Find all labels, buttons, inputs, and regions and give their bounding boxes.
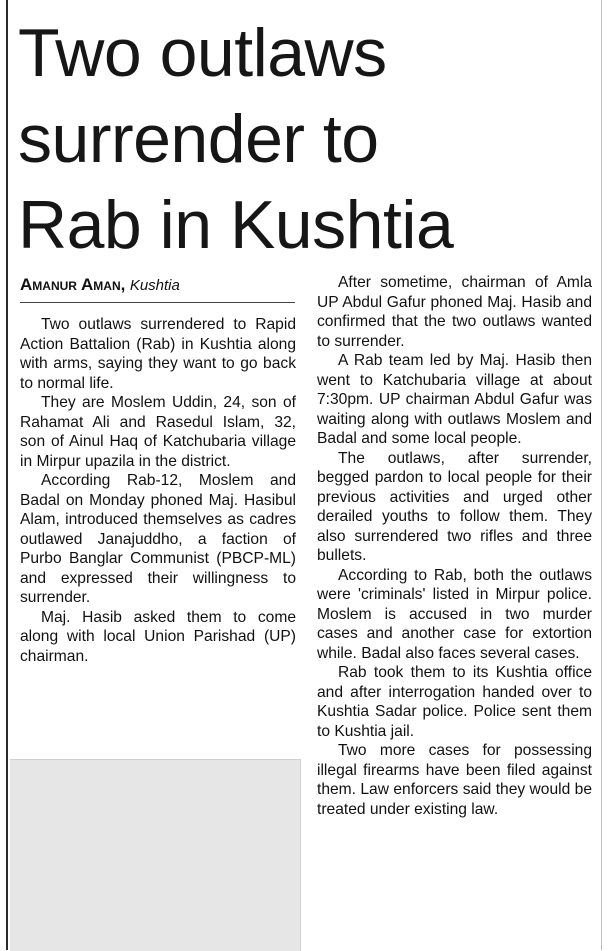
article-paragraph: A Rab team led by Maj. Hasib then went to Katchubaria village at about 7:30pm. UP chairman Abdul Gafur was waiting along with outlaws Moslem and Badal and some local people. bbox=[317, 352, 592, 447]
article-column-left bbox=[20, 315, 296, 666]
headline-line: Rab in Kushtia bbox=[18, 187, 454, 263]
article-paragraph: Two outlaws surrendered to Rapid Action Battalion (Rab) in Kushtia along with arms, saying they want to go back to normal life. bbox=[20, 316, 296, 392]
headline bbox=[18, 10, 598, 268]
photo-placeholder bbox=[10, 759, 301, 951]
byline-divider bbox=[20, 302, 295, 303]
article-paragraph: According Rab-12, Moslem and Badal on Monday phoned Maj. Hasibul Alam, introduced themselves as cadres outlawed Janajuddho, a faction of Purbo Banglar Communist (PBCP-ML) and expressed their willingness to surrender. bbox=[20, 472, 296, 606]
right-edge-rule bbox=[601, 0, 602, 950]
headline-line: surrender to bbox=[18, 101, 379, 177]
article-column-right bbox=[317, 273, 592, 819]
left-column-rule bbox=[6, 0, 8, 950]
byline bbox=[20, 275, 180, 296]
article-paragraph: According to Rab, both the outlaws were 'criminals' listed in Mirpur police. Moslem is accused in two murder cases and another case for extortion while. Badal also faces several cases. bbox=[317, 566, 592, 662]
byline-location: Kushtia bbox=[129, 277, 180, 294]
article-paragraph: Two more cases for possessing illegal firearms have been filed against them. Law enforcers said they would be treated under existing law. bbox=[317, 742, 592, 818]
article-paragraph: Maj. Hasib asked them to come along with local Union Parishad (UP) chairman. bbox=[20, 608, 296, 665]
byline-author: Amanur Aman, bbox=[20, 275, 126, 294]
headline-line: Two outlaws bbox=[18, 15, 387, 91]
article-paragraph: They are Moslem Uddin, 24, son of Rahamat Ali and Rasedul Islam, 32, son of Ainul Haq of Katchubaria village in Mirpur upazila in the district. bbox=[20, 394, 296, 470]
article-paragraph: After sometime, chairman of Amla UP Abdul Gafur phoned Maj. Hasib and confirmed that the two outlaws wanted to surrender. bbox=[317, 274, 592, 350]
article-paragraph: Rab took them to its Kushtia office and after interrogation handed over to Kushtia Sadar police. Police sent them to Kushtia jail. bbox=[317, 664, 592, 740]
article-paragraph: The outlaws, after surrender, begged pardon to local people for their previous activities and urged other derailed youths to follow them. They also surrendered two rifles and three bullets. bbox=[317, 449, 592, 564]
